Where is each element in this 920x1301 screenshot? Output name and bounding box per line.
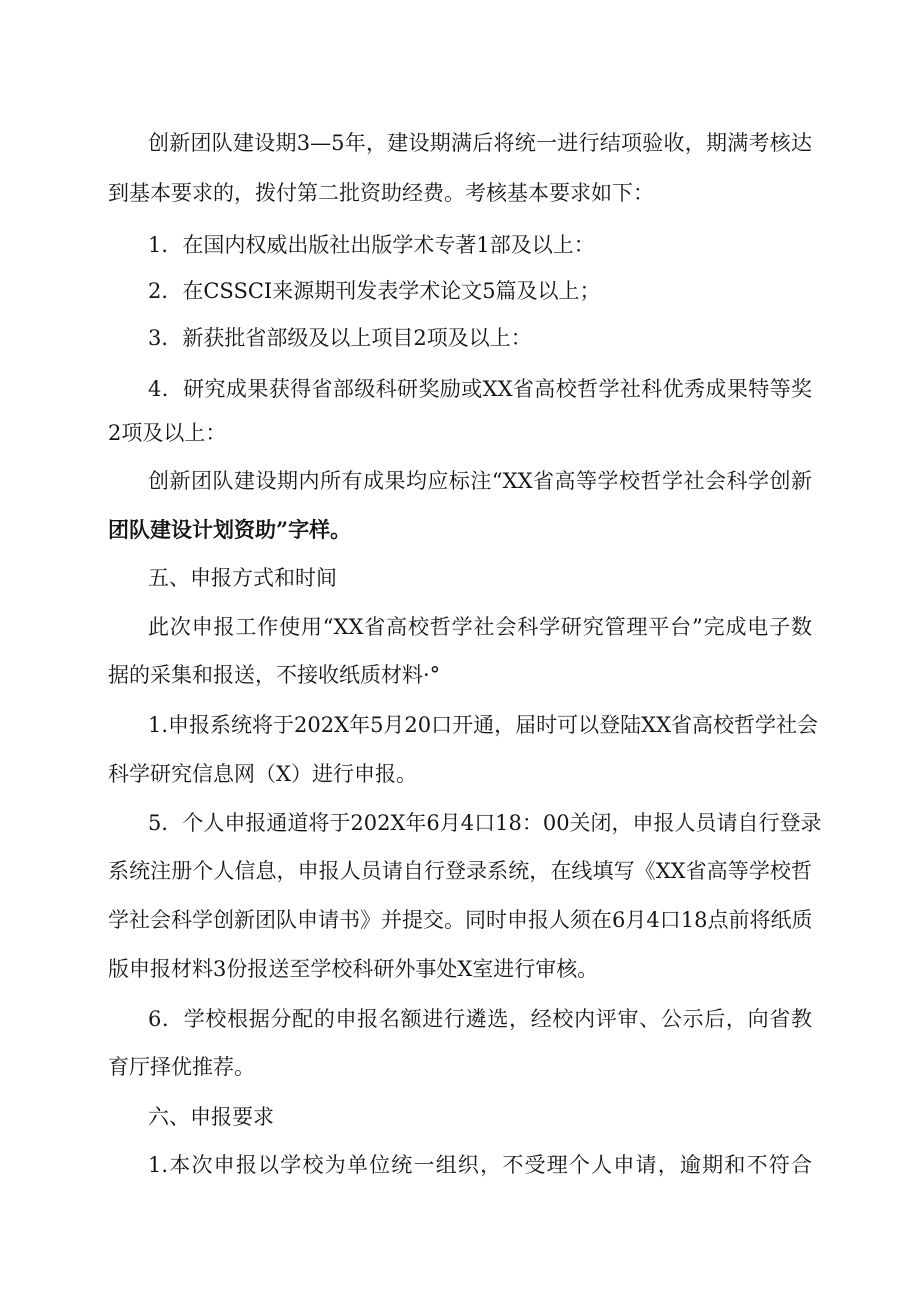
list-item: 1．在国内权威出版社出版学术专著1部及以上： bbox=[148, 233, 595, 257]
paragraph-line: 创新团队建设期内所有成果均应标注“XX省高等学校哲学社会科学创新 bbox=[148, 469, 812, 493]
list-item: 4．研究成果获得省部级科研奖励或XX省高校哲学社科优秀成果特等奖 bbox=[148, 377, 812, 401]
paragraph-line: 育厅择优推荐。 bbox=[108, 1055, 255, 1079]
paragraph-line: 此次申报工作使用“XX省高校哲学社会科学研究管理平台”完成电子数 bbox=[148, 615, 812, 639]
list-item: 2．在CSSCI来源期刊发表学术论文5篇及以上； bbox=[148, 279, 601, 303]
paragraph-line: 据的采集和报送，不接收纸质材料·° bbox=[108, 663, 441, 687]
paragraph-line: 版申报材料3份报送至学校科研外事处X室进行审核。 bbox=[108, 957, 599, 981]
section-heading: 五、申报方式和时间 bbox=[148, 566, 337, 590]
paragraph-line: 1.申报系统将于202X年5月20口开通，届时可以登陆XX省高校哲学社会 bbox=[148, 713, 819, 737]
list-item: 3．新获批省部级及以上项目2项及以上： bbox=[148, 326, 532, 350]
paragraph-line: 5．个人申报通道将于202X年6月4口18：00关闭，申报人员请自行登录 bbox=[148, 811, 822, 835]
paragraph-line: 系统注册个人信息，申报人员请自行登录系统，在线填写《XX省高等学校哲 bbox=[108, 859, 812, 883]
paragraph-line: 创新团队建设期3—5年，建设期满后将统一进行结项验收，期满考核达 bbox=[148, 131, 812, 155]
paragraph-line: 到基本要求的，拨付第二批资助经费。考核基本要求如下： bbox=[108, 181, 654, 205]
paragraph-line: 学社会科学创新团队申请书》并提交。同时申报人须在6月4口18点前将纸质 bbox=[108, 908, 813, 932]
paragraph-line: 科学研究信息网（X）进行申报。 bbox=[108, 762, 417, 786]
paragraph-line: 1.本次申报以学校为单位统一组织，不受理个人申请，逾期和不符合 bbox=[148, 1153, 812, 1177]
section-heading: 六、申报要求 bbox=[148, 1105, 274, 1129]
list-item-continuation: 2项及以上： bbox=[108, 421, 227, 445]
paragraph-line: 6．学校根据分配的申报名额进行遴选，经校内评审、公示后，向省教 bbox=[148, 1007, 812, 1031]
paragraph-line: 团队建设计划资助”字样。 bbox=[108, 517, 352, 542]
